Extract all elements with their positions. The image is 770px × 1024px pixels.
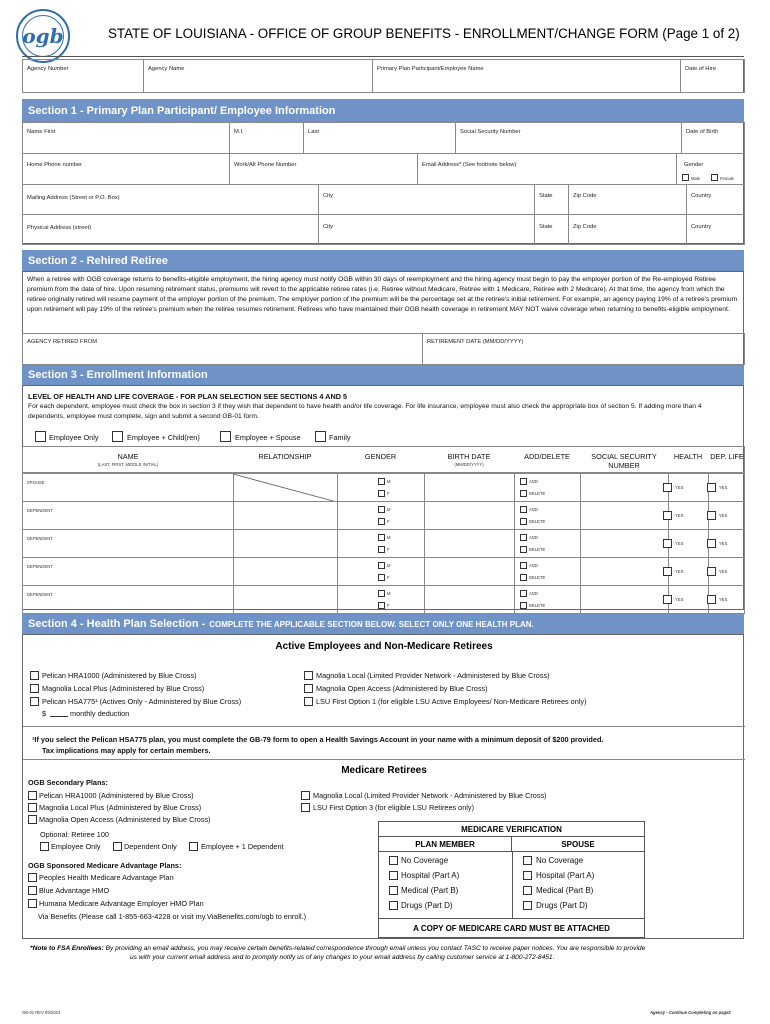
col-ssn-header: SOCIAL SECURITY NUMBER [591, 452, 657, 470]
health-cell [668, 502, 708, 530]
section2-text: When a retiree with OGB coverage returns to benefits-eligible employment, the hiring agency must notify OGB within 30 days of reemployment and the hiring agency must begin to pay the employer portion of the Re-employed Retiree premium from the date of hire. Upon resuming retirement status, premiums will revert to the applicable retiree rates (i.e. Retiree without Medicare, Retiree with 1 Medicare, Retiree with 2 Medicare). At that time, the agency from which the retiree originally retired will resume payment of the employer portion of the premium. The employer portion of the premium will be the percentage set at the retiree's initial retirement. For example, an agency paying 19% of a retiree's premium upon retirement will pay 19% of the retiree's premium when the retiree resumes retirement. Retirees who have maintained their OGB health coverage in retirement MAY NOT waive coverage when returning to benefits-eligible employment. [27, 276, 738, 314]
last-name-field[interactable] [303, 122, 456, 154]
peoples-health-checkbox[interactable] [28, 873, 37, 882]
health-yes-label: YES [675, 541, 684, 546]
agency-number-label: Agency Number [27, 66, 69, 72]
delete-label: DELETE [529, 547, 546, 552]
birth-date-field[interactable] [424, 530, 514, 558]
medicare-verification-title: MEDICARE VERIFICATION [379, 822, 644, 837]
email-label: Email Address* (See footnote below) [422, 162, 517, 168]
employee-children-label: Employee + Child(ren) [127, 433, 200, 442]
agency-retired-from-label: AGENCY RETIRED FROM [27, 339, 98, 345]
spouse-option-checkbox[interactable] [523, 901, 532, 910]
blue-advantage-checkbox[interactable] [28, 886, 37, 895]
humana-label: Humana Medicare Advantage Employer HMO Plan [39, 899, 204, 908]
name-first-label: Name First [27, 129, 56, 135]
lsu-first-option1-checkbox[interactable] [304, 697, 313, 706]
ogb-logo [16, 9, 70, 63]
secondary-magnolia-local-plus-label: Magnolia Local Plus (Administered by Blue Cross) [39, 803, 202, 812]
retiree100-dependent-only-checkbox[interactable] [113, 842, 122, 851]
col-life-header: DEP. LIFE [710, 452, 744, 461]
spouse-option-checkbox[interactable] [523, 886, 532, 895]
monthly-amount-input[interactable] [50, 716, 68, 717]
delete-label: DELETE [529, 603, 546, 608]
family-label: Family [329, 433, 351, 442]
gender-m-checkbox[interactable] [378, 562, 385, 569]
add-checkbox[interactable] [520, 562, 527, 569]
date-of-hire-field[interactable] [680, 59, 745, 93]
section1-form [22, 122, 744, 244]
table-row [22, 529, 745, 558]
spouse-option-label: Drugs (Part D) [536, 901, 588, 910]
delete-label: DELETE [529, 575, 546, 580]
mailing-city-field[interactable] [318, 184, 535, 215]
life-yes-label: YES [719, 513, 728, 518]
health-yes-label: YES [675, 569, 684, 574]
life-yes-label: YES [719, 597, 728, 602]
life-yes-checkbox[interactable] [707, 539, 716, 548]
employee-only-label: Employee Only [49, 433, 99, 442]
dependent-name-field[interactable] [23, 474, 233, 502]
health-cell [668, 558, 708, 586]
plan-member-header: PLAN MEMBER [379, 837, 512, 852]
section1-title: Section 1 - Primary Plan Participant/ Employee Information [28, 104, 336, 117]
physical-zip-label: Zip Code [573, 224, 597, 230]
col-name-header: NAME [117, 452, 139, 461]
delete-checkbox[interactable] [520, 518, 527, 525]
medicare-divider [23, 759, 745, 760]
gender-m-label: M [387, 535, 391, 540]
work-phone-label: Work/Alt Phone Number [234, 162, 297, 168]
birth-date-field[interactable] [424, 502, 514, 530]
employee-spouse-checkbox[interactable] [220, 431, 231, 442]
life-yes-checkbox[interactable] [707, 483, 716, 492]
secondary-magnolia-open-access-checkbox[interactable] [28, 815, 37, 824]
row-type-label: SPOUSE [27, 480, 45, 485]
secondary-plans-heading: OGB Secondary Plans: [28, 778, 108, 787]
delete-checkbox[interactable] [520, 602, 527, 609]
gender-f-label: F [387, 603, 390, 608]
health-yes-checkbox[interactable] [663, 483, 672, 492]
gender-f-checkbox[interactable] [378, 574, 385, 581]
physical-country-label: Country [691, 224, 712, 230]
section2-title: Section 2 - Rehired Retiree [28, 254, 168, 267]
row-type-label: DEPENDENT [27, 564, 53, 569]
hsa-note-line1: ¹If you select the Pelican HSA775 plan, you must complete the GB-79 form to open a Health Savings Account in your name with a minimum deposit of $200 provided. [32, 735, 604, 744]
blue-advantage-label: Blue Advantage HMO [39, 886, 110, 895]
monthly-prefix: $ [42, 709, 47, 718]
physical-state-label: State [539, 224, 553, 230]
add-checkbox[interactable] [520, 478, 527, 485]
physical-address-field[interactable] [22, 214, 319, 245]
row-type-label: DEPENDENT [27, 536, 53, 541]
row-type-label: DEPENDENT [27, 592, 53, 597]
gender-f-checkbox[interactable] [378, 518, 385, 525]
last-name-label: Last [308, 129, 319, 135]
spouse-relationship-slash [233, 474, 337, 502]
spouse-option-label: No Coverage [536, 856, 584, 865]
member-option-label: Drugs (Part D) [401, 901, 453, 910]
pelican-hsa775-label: Pelican HSA775¹ (Actives Only - Administered by Blue Cross) [42, 697, 242, 706]
agency-row [22, 59, 744, 93]
delete-checkbox[interactable] [520, 574, 527, 581]
dependent-ssn-field[interactable] [580, 586, 668, 614]
health-yes-label: YES [675, 597, 684, 602]
gender-m-checkbox[interactable] [378, 478, 385, 485]
employee-spouse-label: Employee + Spouse [235, 433, 301, 442]
advantage-plans-heading: OGB Sponsored Medicare Advantage Plans: [28, 861, 182, 870]
gender-f-label: F [387, 519, 390, 524]
work-phone-field[interactable] [229, 153, 418, 185]
add-label: ADD [529, 535, 538, 540]
relationship-field[interactable] [233, 586, 337, 614]
gender-f-label: F [387, 491, 390, 496]
female-checkbox[interactable] [711, 174, 718, 181]
section4-subtitle: COMPLETE THE APPLICABLE SECTION BELOW. SELECT ONLY ONE HEALTH PLAN. [209, 619, 534, 629]
physical-country-field[interactable] [686, 214, 745, 245]
dependent-ssn-field[interactable] [580, 502, 668, 530]
birth-date-field[interactable] [424, 558, 514, 586]
physical-city-field[interactable] [318, 214, 535, 245]
member-option-checkbox[interactable] [389, 886, 398, 895]
magnolia-local-plus-label: Magnolia Local Plus (Administered by Blue Cross) [42, 684, 205, 693]
hsa-note-line2: Tax implications may apply for certain members. [42, 746, 211, 755]
gender-m-label: M [387, 591, 391, 596]
add-checkbox[interactable] [520, 534, 527, 541]
monthly-deduction-label: monthly deduction [70, 709, 130, 718]
dependent-name-field[interactable] [23, 586, 233, 614]
section4-title: Section 4 - Health Plan Selection - [28, 618, 206, 630]
physical-city-label: City [323, 224, 333, 230]
male-checkbox[interactable] [682, 174, 689, 181]
gender-field [676, 153, 745, 185]
member-option-checkbox[interactable] [389, 871, 398, 880]
gender-f-label: F [387, 547, 390, 552]
gender-label: Gender [684, 162, 704, 168]
section3-header [22, 365, 744, 385]
secondary-lsu-first-option3-checkbox[interactable] [301, 803, 310, 812]
col-add-delete-header: ADD/DELETE [524, 452, 570, 461]
life-yes-label: YES [719, 485, 728, 490]
mailing-state-field[interactable] [534, 184, 569, 215]
section2-body [22, 271, 744, 365]
table-row [22, 473, 745, 502]
date-of-hire-label: Date of Hire [685, 66, 716, 72]
relationship-field[interactable] [233, 558, 337, 586]
magnolia-open-access-checkbox[interactable] [304, 684, 313, 693]
fsa-footnote-line1: By providing an email address, you may receive certain benefits-related correspondence through email unless you contact TASC to receive paper notices. You are responsible to provide [105, 945, 646, 952]
physical-zip-field[interactable] [568, 214, 687, 245]
mi-label: M.I. [234, 129, 244, 135]
spouse-header: SPOUSE [512, 837, 644, 852]
delete-checkbox[interactable] [520, 490, 527, 497]
delete-label: DELETE [529, 491, 546, 496]
spouse-option-label: Hospital (Part A) [536, 871, 595, 880]
participant-name-label: Primary Plan Participant/Employee Name [377, 66, 484, 72]
secondary-pelican-hra1000-label: Pelican HRA1000 (Administered by Blue Cross) [39, 791, 194, 800]
continue-note: Agency - Continue Completing on page2 [650, 1010, 731, 1015]
pelican-hsa775-checkbox[interactable] [30, 697, 39, 706]
section3-text: For each dependent, employee must check the box in section 3 if they wish that dependent to have health and/or life coverage. For life insurance, employee must also check the appropriate box of section 5. If adding more than 4 dependents, employee must complete, sign and submit a second GB-01 form. [28, 403, 702, 421]
delete-label: DELETE [529, 519, 546, 524]
retirement-date-field[interactable] [422, 333, 745, 365]
mailing-country-field[interactable] [686, 184, 745, 215]
member-option-checkbox[interactable] [389, 856, 398, 865]
add-label: ADD [529, 591, 538, 596]
member-option-label: Medical (Part B) [401, 886, 459, 895]
gender-m-checkbox[interactable] [378, 506, 385, 513]
agency-name-field[interactable] [143, 59, 373, 93]
member-option-label: No Coverage [401, 856, 449, 865]
gender-m-label: M [387, 507, 391, 512]
dependent-ssn-field[interactable] [580, 530, 668, 558]
section1-header [22, 99, 744, 122]
section3-body [22, 385, 744, 610]
mailing-address-field[interactable] [22, 184, 319, 215]
health-yes-checkbox[interactable] [663, 595, 672, 604]
gender-m-label: M [387, 479, 391, 484]
birth-date-field[interactable] [424, 474, 514, 502]
email-field[interactable] [417, 153, 677, 185]
life-yes-checkbox[interactable] [707, 595, 716, 604]
dependent-name-field[interactable] [23, 530, 233, 558]
col-health-header: HEALTH [673, 452, 703, 461]
retiree100-employee-only-label: Employee Only [51, 842, 101, 851]
gender-m-checkbox[interactable] [378, 590, 385, 597]
health-yes-checkbox[interactable] [663, 567, 672, 576]
magnolia-local-label: Magnolia Local (Limited Provider Network - Administered by Blue Cross) [316, 671, 550, 680]
employee-children-checkbox[interactable] [112, 431, 123, 442]
add-label: ADD [529, 479, 538, 484]
gender-f-checkbox[interactable] [378, 546, 385, 553]
agency-name-label: Agency Name [148, 66, 185, 72]
magnolia-local-checkbox[interactable] [304, 671, 313, 680]
male-label: Male [691, 176, 701, 181]
title-divider [22, 56, 744, 57]
medicare-verification-box [378, 821, 645, 938]
mi-field[interactable] [229, 122, 304, 154]
logo-text: ogb [22, 24, 64, 48]
via-benefits-note: Via Benefits (Please call 1-855-663-4228 or visit my.ViaBenefits.com/ogb to enroll.) [38, 912, 307, 921]
spouse-option-checkbox[interactable] [523, 871, 532, 880]
active-employees-heading: Active Employees and Non-Medicare Retirees [275, 641, 493, 652]
table-row [22, 557, 745, 586]
magnolia-open-access-label: Magnolia Open Access (Administered by Blue Cross) [316, 684, 488, 693]
secondary-magnolia-local-label: Magnolia Local (Limited Provider Network - Administered by Blue Cross) [313, 791, 547, 800]
physical-address-label: Physical Address (street) [27, 225, 92, 231]
dob-field[interactable] [681, 122, 745, 154]
section4-header [22, 614, 744, 634]
life-yes-label: YES [719, 541, 728, 546]
health-yes-checkbox[interactable] [663, 511, 672, 520]
member-option-label: Hospital (Part A) [401, 871, 460, 880]
peoples-health-label: Peoples Health Medicare Advantage Plan [39, 873, 174, 882]
spouse-option-label: Medical (Part B) [536, 886, 594, 895]
member-option-checkbox[interactable] [389, 901, 398, 910]
table-row [22, 585, 745, 614]
mailing-zip-field[interactable] [568, 184, 687, 215]
retiree100-employee-plus-one-checkbox[interactable] [189, 842, 198, 851]
gender-f-label: F [387, 575, 390, 580]
add-label: ADD [529, 507, 538, 512]
col-name-subheader: (LAST, FIRST, MIDDLE INITIAL) [97, 462, 159, 467]
ssn-label: Social Security Number [460, 129, 521, 135]
optional-retiree100-label: Optional: Retiree 100 [40, 830, 109, 839]
pelican-hra1000-checkbox[interactable] [30, 671, 39, 680]
col-birth-subheader: (MM/DD/YYYY) [454, 462, 484, 467]
spouse-option-checkbox[interactable] [523, 856, 532, 865]
retiree100-employee-plus-one-label: Employee + 1 Dependent [201, 842, 284, 851]
health-yes-label: YES [675, 485, 684, 490]
female-label: Female [720, 176, 734, 181]
retiree100-employee-only-checkbox[interactable] [40, 842, 49, 851]
lsu-first-option1-label: LSU First Option 1 (for eligible LSU Active Employees/ Non-Medicare Retirees only) [316, 697, 587, 706]
verification-column-divider [512, 852, 513, 918]
medicare-card-notice: A COPY OF MEDICARE CARD MUST BE ATTACHED [379, 918, 644, 937]
coverage-level-heading: LEVEL OF HEALTH AND LIFE COVERAGE - FOR PLAN SELECTION SEE SECTIONS 4 AND 5 [28, 392, 348, 401]
gender-m-label: M [387, 563, 391, 568]
dependent-ssn-field[interactable] [580, 558, 668, 586]
secondary-pelican-hra1000-checkbox[interactable] [28, 791, 37, 800]
dependents-table-header [22, 446, 745, 473]
life-yes-checkbox[interactable] [707, 511, 716, 520]
col-gender-header: GENDER [364, 452, 397, 461]
retiree100-dependent-only-label: Dependent Only [124, 842, 177, 851]
mailing-zip-label: Zip Code [573, 193, 597, 199]
life-yes-checkbox[interactable] [707, 567, 716, 576]
dob-label: Date of Birth [686, 129, 719, 135]
page-title: STATE OF LOUISIANA - OFFICE OF GROUP BENEFITS - ENROLLMENT/CHANGE FORM (Page 1 of 2) [108, 26, 740, 41]
add-checkbox[interactable] [520, 506, 527, 513]
mailing-address-label: Mailing Address (Street or P.O. Box) [27, 195, 120, 201]
secondary-lsu-first-option3-label: LSU First Option 3 (for eligible LSU Retirees only) [313, 803, 474, 812]
pelican-hra1000-label: Pelican HRA1000 (Administered by Blue Cross) [42, 671, 197, 680]
health-cell [668, 530, 708, 558]
relationship-field[interactable] [233, 502, 337, 530]
hsa-note-divider [23, 726, 745, 727]
dependent-name-field[interactable] [23, 502, 233, 530]
home-phone-field[interactable] [22, 153, 230, 185]
gender-f-checkbox[interactable] [378, 490, 385, 497]
fsa-footnote-line2: us with your current email address and to promptly notify us of any changes to your email address by calling customer service at 1-800-272-8451. [130, 954, 555, 961]
name-first-field[interactable] [22, 122, 230, 154]
fsa-footnote-lead: *Note to FSA Enrollees: [30, 945, 104, 952]
employee-only-checkbox[interactable] [35, 431, 46, 442]
health-cell [668, 474, 708, 502]
add-label: ADD [529, 563, 538, 568]
health-yes-checkbox[interactable] [663, 539, 672, 548]
life-yes-label: YES [719, 569, 728, 574]
gender-m-checkbox[interactable] [378, 534, 385, 541]
magnolia-local-plus-checkbox[interactable] [30, 684, 39, 693]
agency-number-field[interactable] [22, 59, 144, 93]
secondary-magnolia-open-access-label: Magnolia Open Access (Administered by Blue Cross) [39, 815, 211, 824]
agency-retired-from-field[interactable] [22, 333, 423, 365]
retirement-date-label: RETIREMENT DATE (MM/DD/YYYY) [427, 339, 524, 345]
birth-date-field[interactable] [424, 586, 514, 614]
mailing-state-label: State [539, 193, 553, 199]
section4-body [22, 634, 744, 939]
row-type-label: DEPENDENT [27, 508, 53, 513]
mailing-country-label: Country [691, 193, 712, 199]
mailing-city-label: City [323, 193, 333, 199]
physical-state-field[interactable] [534, 214, 569, 245]
secondary-magnolia-local-checkbox[interactable] [301, 791, 310, 800]
section3-title: Section 3 - Enrollment Information [28, 369, 208, 381]
delete-checkbox[interactable] [520, 546, 527, 553]
col-birth-header: BIRTH DATE [447, 452, 491, 461]
health-cell [668, 586, 708, 614]
form-code: GB-01 REV 09/2024 [22, 1010, 61, 1015]
home-phone-label: Home Phone number [27, 162, 83, 168]
participant-name-field[interactable] [372, 59, 681, 93]
fsa-footnote [30, 944, 744, 962]
add-checkbox[interactable] [520, 590, 527, 597]
humana-checkbox[interactable] [28, 899, 37, 908]
gender-f-checkbox[interactable] [378, 602, 385, 609]
col-relationship-header: RELATIONSHIP [258, 452, 312, 461]
relationship-field[interactable] [233, 530, 337, 558]
dependent-name-field[interactable] [23, 558, 233, 586]
secondary-magnolia-local-plus-checkbox[interactable] [28, 803, 37, 812]
ssn-field[interactable] [455, 122, 682, 154]
table-row [22, 501, 745, 530]
medicare-retirees-heading: Medicare Retirees [341, 765, 427, 776]
family-checkbox[interactable] [315, 431, 326, 442]
health-yes-label: YES [675, 513, 684, 518]
dependent-ssn-field[interactable] [580, 474, 668, 502]
section2-header [22, 250, 744, 271]
